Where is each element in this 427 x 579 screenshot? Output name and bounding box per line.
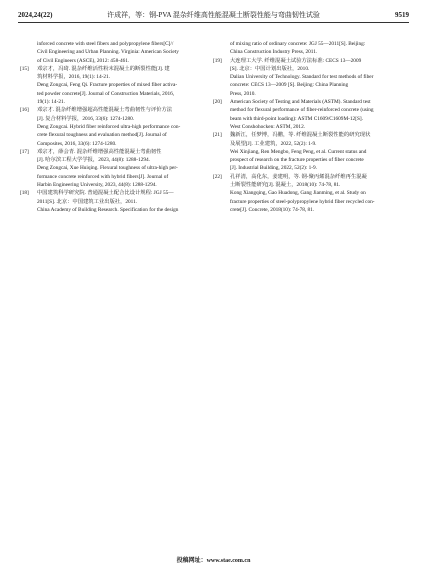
reference-line: inforced concrete with steel fibers and polypropylene fibers[C]// (37, 41, 174, 47)
submission-url: 投稿网址：www.stae.com.cn (176, 558, 251, 564)
reference-number: [17] (20, 148, 29, 155)
reference-line: 筑材料学报，2016, 19(1): 14-21. (37, 74, 110, 81)
reference-entry (20, 106, 206, 147)
reference-number: [20] (213, 99, 222, 106)
reference-line: Deng Zongcai, Xue Huiqing. Flexural toughness of ultra-high per- (37, 165, 178, 172)
reference-entry (213, 173, 399, 214)
reference-line: 邓宗才，冯琦. 混杂纤维活性粉末混凝土的断裂性能[J]. 建 (37, 65, 170, 72)
reference-line: 2011[S]. 北京：中国建筑工业出版社，2011. (37, 198, 138, 205)
reference-line: China Academy of Building Research. Specification for the design (37, 206, 179, 213)
reference-line: beam with third-point loading): ASTM C1609/C1609M-12[S]. (230, 115, 364, 122)
reference-line: Wei Xinjiang, Ren Mengbo, Feng Peng, et al. Current status and (230, 148, 367, 155)
reference-number: [22] (213, 173, 222, 180)
reference-number: [18] (20, 190, 29, 197)
reference-entry (20, 148, 206, 189)
reference-line: ted powder concrete[J]. Journal of Construction Materials, 2016, (37, 90, 175, 97)
reference-line: [S]. 北京：中国计划出版社，2010. (230, 65, 310, 72)
reference-line: China Construction Industry Press, 2011. (230, 49, 318, 56)
running-header (18, 8, 409, 23)
reference-line: 孔祥清，高化东，姜建明，等. 钢-聚丙烯混杂纤维再生混凝 (230, 173, 367, 180)
reference-line: 及展望[J]. 工业建筑，2022, 52(2): 1-9. (230, 140, 317, 147)
reference-line: 19(1): 14-21. (37, 99, 65, 106)
reference-number: [15] (20, 65, 29, 72)
reference-entry (213, 57, 399, 98)
reference-number: [19] (213, 57, 222, 64)
reference-line: crete[J]. Concrete, 2018(10): 74-78, 81. (230, 206, 315, 213)
reference-line: concrete: CECS 13—2009 [S]. Beijing: China Planning (230, 82, 349, 89)
reference-line: Kong Xiangqing, Gao Huadong, Gang Jianming, et al. Study on (230, 190, 366, 197)
reference-line: 魏新江，任梦博，冯鹏，等. 纤维混凝土断裂性能的研究现状 (230, 132, 371, 139)
reference-line: Dalian University of Technology. Standard for test methods of fiber (230, 74, 374, 81)
reference-line: [J]. Industrial Building, 2022, 52(2): 1-9. (230, 165, 317, 172)
reference-line: West Conshohocken: ASTM, 2012. (230, 123, 306, 130)
reference-line: prospect of research on the fracture properties of fiber concrete (230, 157, 364, 164)
reference-line: fracture properties of steel-polypropylene hybrid fiber recycled con- (230, 198, 375, 205)
reference-line: of Civil Engineers (ASCE), 2012: 458-461. (37, 57, 130, 64)
journal-volume: 2024,24(22) (18, 11, 53, 19)
reference-entry (20, 65, 206, 106)
reference-line: 中国建筑科学研究院. 普通混凝土配合比设计规程: JGJ 55— (37, 190, 174, 197)
reference-line: Deng Zongcai. Hybrid fiber reinforced ultra-high performance con- (37, 123, 181, 130)
reference-line: Press, 2010. (230, 90, 256, 97)
reference-column-right (213, 40, 399, 214)
reference-number: [21] (213, 132, 222, 139)
reference-line: method for flexural performance of fiber-reinforced concrete (using (230, 107, 374, 114)
reference-entry (213, 98, 399, 131)
reference-column-left (20, 40, 206, 214)
reference-entry (20, 40, 206, 65)
reference-entry (213, 40, 399, 57)
reference-line: [J]. 复合材料学报，2016, 33(6): 1274-1280. (37, 115, 135, 122)
reference-line: 邓宗才，薛会青. 混杂纤维增强高性能混凝土弯曲韧性 (37, 148, 162, 155)
reference-number: [16] (20, 107, 29, 114)
reference-line: Civil Engineering and Urban Planning. Virginia: American Society (37, 49, 179, 56)
reference-line: American Society of Testing and Materials (ASTM). Standard test (230, 99, 371, 106)
reference-line: Composites, 2016, 33(6): 1274-1280. (37, 140, 117, 147)
reference-line: 大连理工大学. 纤维混凝土试验方法标准: CECS 13—2009 (230, 57, 362, 64)
reference-line: formance concrete reinforced with hybrid fibers[J]. Journal of (37, 173, 169, 180)
reference-line: of mixing ratio of ordinary concrete: JGJ 55—2011[S]. Beijing: (230, 41, 366, 47)
reference-line: crete flexural toughness and evaluation method[J]. Journal of (37, 132, 167, 139)
reference-line: Harbin Engineering University, 2023, 44(8): 1288-1294. (37, 182, 157, 189)
running-title: 许成祥，等：钢-PVA 混杂纤维高性能混凝土断裂性能与弯曲韧性试验 (107, 11, 320, 19)
reference-entry (20, 189, 206, 214)
reference-line: [J]. 哈尔滨工程大学学报，2023, 44(8): 1288-1294. (37, 157, 150, 164)
page-number: 9519 (395, 11, 409, 19)
reference-line: 邓宗才. 混杂纤维增强超高性能混凝土弯曲韧性与评价方法 (37, 107, 173, 114)
reference-line: Deng Zongcai, Feng Qi. Fracture properties of mixed fiber activa- (37, 82, 178, 89)
reference-entry (213, 131, 399, 172)
reference-line: 土断裂性能研究[J]. 混凝土，2018(10): 74-78, 81. (230, 182, 341, 189)
